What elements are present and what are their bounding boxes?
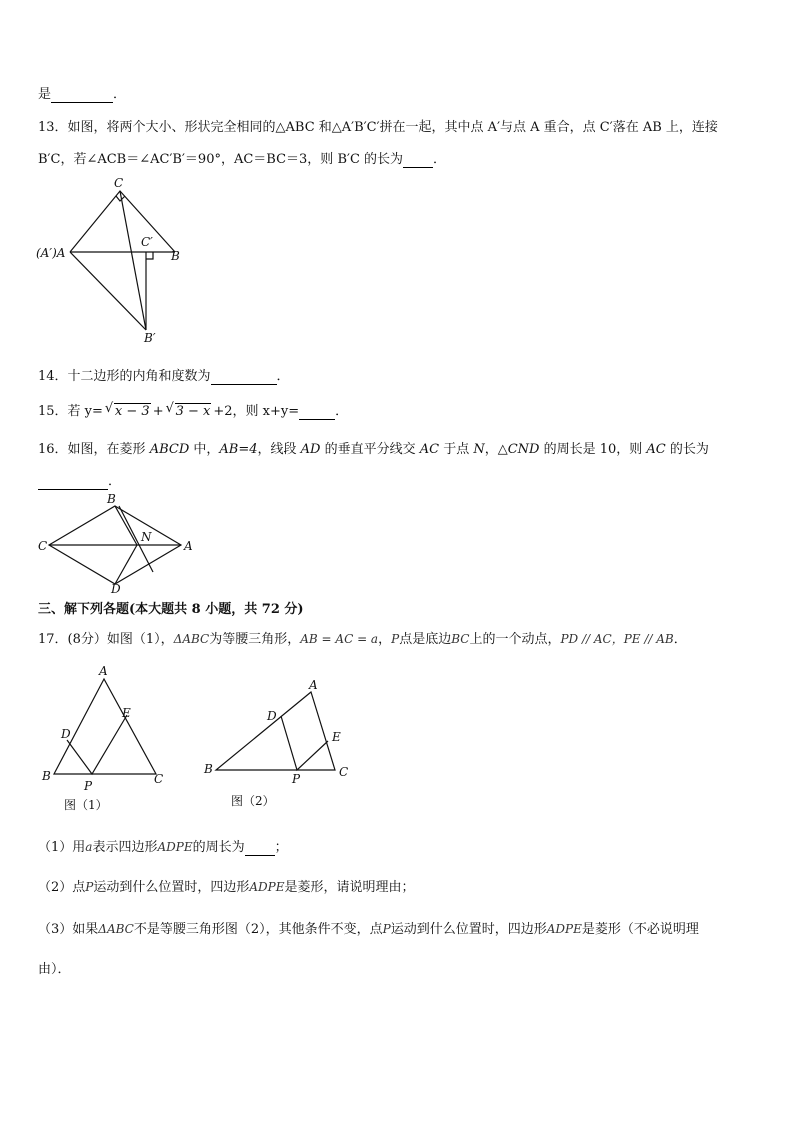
q17-text: 17．(8分）如图（1）， [38, 632, 174, 647]
q13-figure [30, 175, 210, 345]
segment-dpe [67, 715, 127, 774]
figure-caption: 图（1） [64, 798, 108, 812]
section-heading: 三、解下列各题(本大题共 8 小题，共 72 分) [38, 602, 304, 617]
q17-math: a [85, 840, 93, 854]
q17-text: ． [673, 632, 687, 647]
label-c: C [38, 539, 48, 553]
right-angle-mark-c-prime [146, 252, 153, 259]
q14-line [38, 365, 290, 385]
segment-b-prime-c [120, 191, 146, 330]
q17-text: 表示四边形 [92, 840, 158, 855]
q17-text: 是菱形，请说明理由； [284, 880, 415, 895]
q17-text: ， [378, 632, 392, 647]
label-b: B [204, 762, 213, 776]
q17-math: ADPE [157, 840, 193, 854]
sqrt-1-radicand: x − 3 [114, 404, 150, 419]
q17-math: BC [451, 632, 470, 646]
q17-text: （2）点 [38, 880, 86, 895]
q16-var: N [473, 442, 485, 457]
answer-blank[interactable] [211, 369, 277, 385]
q14-text: 14．十二边形的内角和度数为 [38, 369, 211, 384]
q17-math: ADPE [249, 880, 285, 894]
label-e: E [122, 706, 131, 720]
q16-line [38, 438, 709, 457]
q17-figure-1 [38, 665, 178, 815]
q16-var: ABCD [149, 442, 190, 457]
q17-sub3 [38, 918, 699, 937]
q17-sub3-cont: 由）． [38, 962, 71, 977]
q17-math: P [391, 632, 400, 646]
q17-text: 是菱形（不必说明理 [581, 922, 699, 937]
label-b: B [171, 249, 180, 263]
q17-math: P [382, 922, 391, 936]
q14-suffix: ． [276, 369, 290, 384]
q16-var: CND [507, 442, 540, 457]
q15-suffix: ． [335, 404, 349, 419]
answer-blank[interactable] [38, 474, 108, 490]
triangle-abc [216, 692, 335, 770]
q16-var: AB=4 [219, 442, 258, 457]
q16-text: 的周长是 10，则 [539, 442, 647, 457]
q16-var: AC [646, 442, 666, 457]
q17-math: ADPE [546, 922, 582, 936]
q17-sub1 [38, 836, 288, 856]
intro-prefix: 是 [38, 87, 52, 102]
q16-var: AC [419, 442, 440, 457]
q16-answer-line [38, 470, 121, 490]
sqrt-2: √ 3 − x [165, 401, 211, 419]
segment-ab-prime [70, 252, 146, 330]
label-c-prime: C′ [141, 235, 153, 249]
label-c: C [339, 765, 349, 779]
label-p: P [84, 779, 93, 793]
intro-line [38, 83, 126, 103]
sqrt-2-radicand: 3 − x [175, 404, 211, 419]
q17-text: 上的一个动点， [469, 632, 561, 647]
q17-text: 运动到什么位置时，四边形 [390, 922, 547, 937]
q17-math: PD // AC，PE // AB [560, 632, 674, 646]
q17-text: 的周长为 [192, 840, 245, 855]
intro-suffix: ． [113, 87, 127, 102]
q16-text: 中， [189, 442, 220, 457]
q17-math: AB = AC = a [300, 632, 379, 646]
q13-line1: 13．如图，将两个大小、形状完全相同的△ABC 和△A′B′C′拼在一起，其中点 A′与点 A 重合，点 C′落在 AB 上，连接 [38, 120, 718, 135]
label-d: D [111, 582, 121, 596]
q17-sub2 [38, 876, 415, 895]
q16-text: 16．如图，在菱形 [38, 442, 150, 457]
q17-text: 为等腰三角形， [209, 632, 301, 647]
q16-text: ，线段 [257, 442, 301, 457]
figure-caption: 图（2） [231, 794, 275, 808]
q17-text: （1）用 [38, 840, 86, 855]
label-a: A [184, 539, 193, 553]
q15-tail: +2，则 x+y= [213, 404, 300, 419]
label-a: A [99, 664, 108, 678]
label-a: A [309, 678, 318, 692]
label-d: D [267, 709, 277, 723]
q17-text: ； [274, 840, 288, 855]
q16-figure [35, 492, 215, 597]
q13-line2-text: B′C，若∠ACB＝∠AC′B′＝90°，AC＝BC＝3，则 B′C 的长为 [38, 152, 404, 167]
q15-plus: + [152, 404, 164, 419]
q16-suffix: ． [108, 474, 122, 489]
q17-line [38, 628, 687, 647]
q16-var: AD [300, 442, 321, 457]
label-p: P [292, 772, 301, 786]
q16-text: 的长为 [665, 442, 709, 457]
q17-text: 点是底边 [399, 632, 452, 647]
label-a: (A′)A [36, 246, 66, 260]
label-b: B [42, 769, 51, 783]
label-e: E [332, 730, 341, 744]
label-b-prime: B′ [144, 331, 156, 345]
answer-blank[interactable] [299, 404, 335, 420]
answer-blank[interactable] [403, 152, 433, 168]
q15-prefix: 15．若 y= [38, 404, 103, 419]
q17-text: 运动到什么位置时，四边形 [93, 880, 250, 895]
q16-text: 的垂直平分线交 [320, 442, 420, 457]
answer-blank[interactable] [51, 87, 113, 103]
q17-math: ΔABC [173, 632, 210, 646]
answer-blank[interactable] [245, 840, 275, 856]
triangle-abc [70, 191, 175, 252]
q17-text: （3）如果 [38, 922, 99, 937]
label-d: D [61, 727, 71, 741]
label-c: C [114, 176, 124, 190]
q17-math: ΔABC [98, 922, 134, 936]
label-c: C [154, 772, 164, 786]
q17-math: P [85, 880, 94, 894]
q13-line2-suffix: ． [433, 152, 447, 167]
q17-text: 不是等腰三角形图（2），其他条件不变，点 [133, 922, 383, 937]
label-b: B [107, 492, 116, 506]
label-n: N [141, 530, 152, 544]
sqrt-1: √ x − 3 [104, 401, 150, 419]
q13-line2 [38, 148, 446, 168]
q17-figure-2 [200, 680, 360, 820]
q16-text: 于点 [439, 442, 474, 457]
q16-text: ，△ [484, 442, 508, 457]
q15-line [38, 400, 348, 420]
